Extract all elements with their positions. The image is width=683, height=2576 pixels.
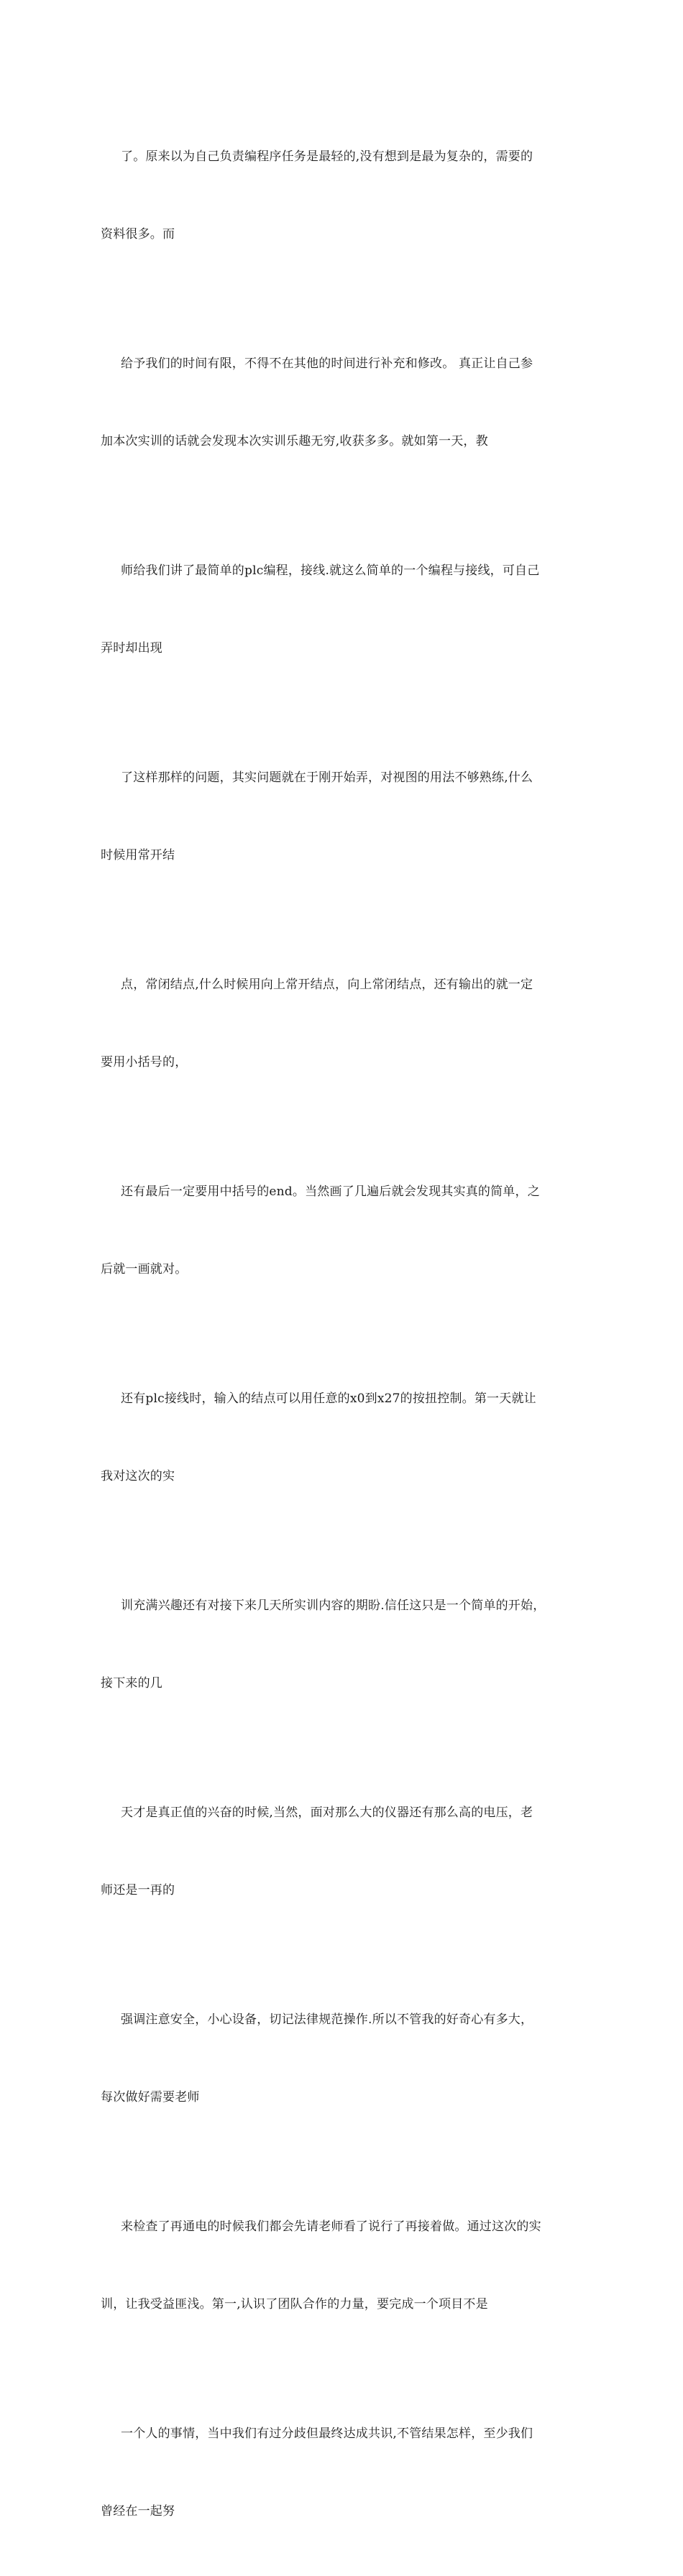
paragraph-4 xyxy=(101,713,590,920)
paragraph-9 xyxy=(101,1748,590,1955)
paragraph-11 xyxy=(101,2162,590,2369)
paragraph-line: 师还是一再的 xyxy=(101,1883,175,1898)
paragraph-line: 给予我们的时间有限，不得不在其他的时间进行补充和修改。 真正让自己参 xyxy=(121,356,533,371)
paragraph-line: 要用小括号的， xyxy=(101,1055,188,1070)
paragraph-line: 一个人的事情，当中我们有过分歧但最终达成共识,不管结果怎样，至少我们 xyxy=(121,2426,533,2441)
paragraph-8 xyxy=(101,1541,590,1748)
paragraph-2 xyxy=(101,299,590,506)
paragraph-line: 弄时却出现 xyxy=(101,641,162,656)
paragraph-line: 来检查了再通电的时候我们都会先请老师看了说行了再接着做。通过这次的实 xyxy=(121,2220,541,2234)
paragraph-line: 接下来的几 xyxy=(101,1676,162,1690)
paragraph-line: 训，让我受益匪浅。第一,认识了团队合作的力量，要完成一个项目不是 xyxy=(101,2297,488,2312)
paragraph-line: 强调注意安全，小心设备，切记法律规范操作.所以不管我的好奇心有多大， xyxy=(121,2012,533,2027)
paragraph-line: 了这样那样的问题，其实问题就在于刚开始弄，对视图的用法不够熟练,什么 xyxy=(121,770,533,785)
paragraph-12 xyxy=(101,2369,590,2576)
paragraph-5 xyxy=(101,920,590,1127)
paragraph-line: 训充满兴趣还有对接下来几天所实训内容的期盼.信任这只是一个简单的开始， xyxy=(121,1598,546,1613)
paragraph-1 xyxy=(101,92,590,299)
paragraph-line: 天才是真正值的兴奋的时候,当然，面对那么大的仪器还有那么高的电压，老 xyxy=(121,1806,533,1820)
paragraph-3 xyxy=(101,506,590,713)
paragraph-7 xyxy=(101,1334,590,1541)
paragraph-line: 点，常闭结点,什么时候用向上常开结点，向上常闭结点，还有输出的就一定 xyxy=(121,978,533,992)
paragraph-line: 加本次实训的话就会发现本次实训乐趣无穷,收获多多。就如第一天，教 xyxy=(101,434,488,448)
paragraph-10 xyxy=(101,1955,590,2162)
paragraph-line: 后就一画就对。 xyxy=(101,1262,188,1276)
paragraph-6 xyxy=(101,1127,590,1334)
paragraph-line: 还有plc接线时，输入的结点可以用任意的x0到x27的按扭控制。第一天就让 xyxy=(121,1392,536,1406)
paragraph-line: 每次做好需要老师 xyxy=(101,2090,200,2104)
paragraph-line: 曾经在一起努 xyxy=(101,2504,175,2518)
paragraph-line: 时候用常开结 xyxy=(101,848,175,862)
document-body xyxy=(101,92,590,2576)
paragraph-line: 了。原来以为自己负责编程序任务是最轻的,没有想到是最为复杂的，需要的 xyxy=(121,150,533,164)
paragraph-line: 资料很多。而 xyxy=(101,227,175,242)
paragraph-line: 还有最后一定要用中括号的end。当然画了几遍后就会发现其实真的简单，之 xyxy=(121,1184,540,1199)
paragraph-line: 师给我们讲了最简单的plc编程，接线.就这么简单的一个编程与接线，可自己 xyxy=(121,564,540,578)
paragraph-line: 我对这次的实 xyxy=(101,1469,175,1484)
